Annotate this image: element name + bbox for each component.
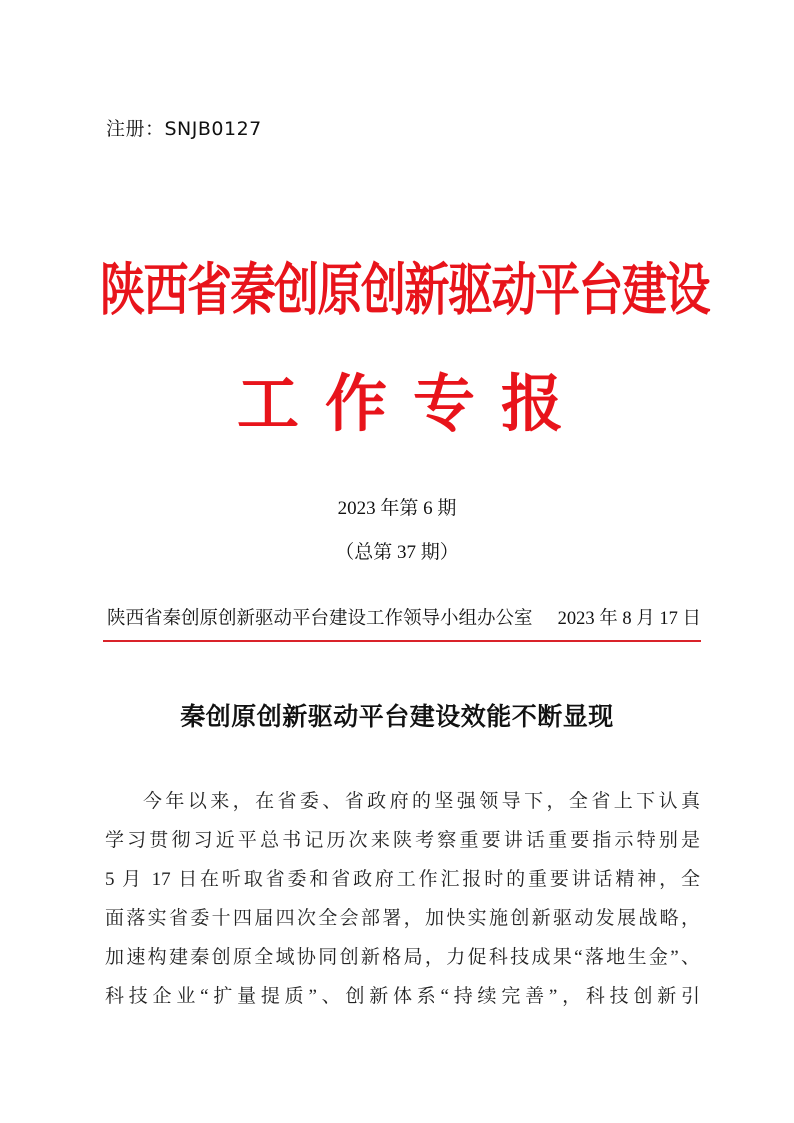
total-issue-number: （总第 37 期） xyxy=(335,542,459,563)
issuer-line xyxy=(107,604,701,630)
body-line: 今年以来，在省委、省政府的坚强领导下，全省上下认真 xyxy=(143,791,700,812)
article-body xyxy=(105,782,700,1016)
body-line: 学习贯彻习近平总书记历次来陕考察重要讲话重要指示特别是 xyxy=(105,830,700,851)
registration-number: 注册：SNJB0127 xyxy=(106,118,262,140)
body-line: 5 月 17 日在听取省委和省政府工作汇报时的重要讲话精神，全 xyxy=(105,869,700,890)
masthead-title: 陕西省秦创原创新驱动平台建设 xyxy=(100,256,710,323)
red-separator-line xyxy=(103,640,701,642)
issuer-organization: 陕西省秦创原创新驱动平台建设工作领导小组办公室 xyxy=(107,609,533,629)
article-headline: 秦创原创新驱动平台建设效能不断显现 xyxy=(180,702,614,731)
body-line: 加速构建秦创原全域协同创新格局，力促科技成果“落地生金”、 xyxy=(105,947,700,968)
body-line: 科技企业“扩量提质”、创新体系“持续完善”，科技创新引 xyxy=(105,986,700,1007)
masthead-subtitle: 工作专报 xyxy=(236,367,589,440)
issue-number: 2023 年第 6 期 xyxy=(337,498,457,519)
body-line: 面落实省委十四届四次全会部署，加快实施创新驱动发展战略， xyxy=(105,908,700,929)
issue-date: 2023 年 8 月 17 日 xyxy=(557,609,701,629)
